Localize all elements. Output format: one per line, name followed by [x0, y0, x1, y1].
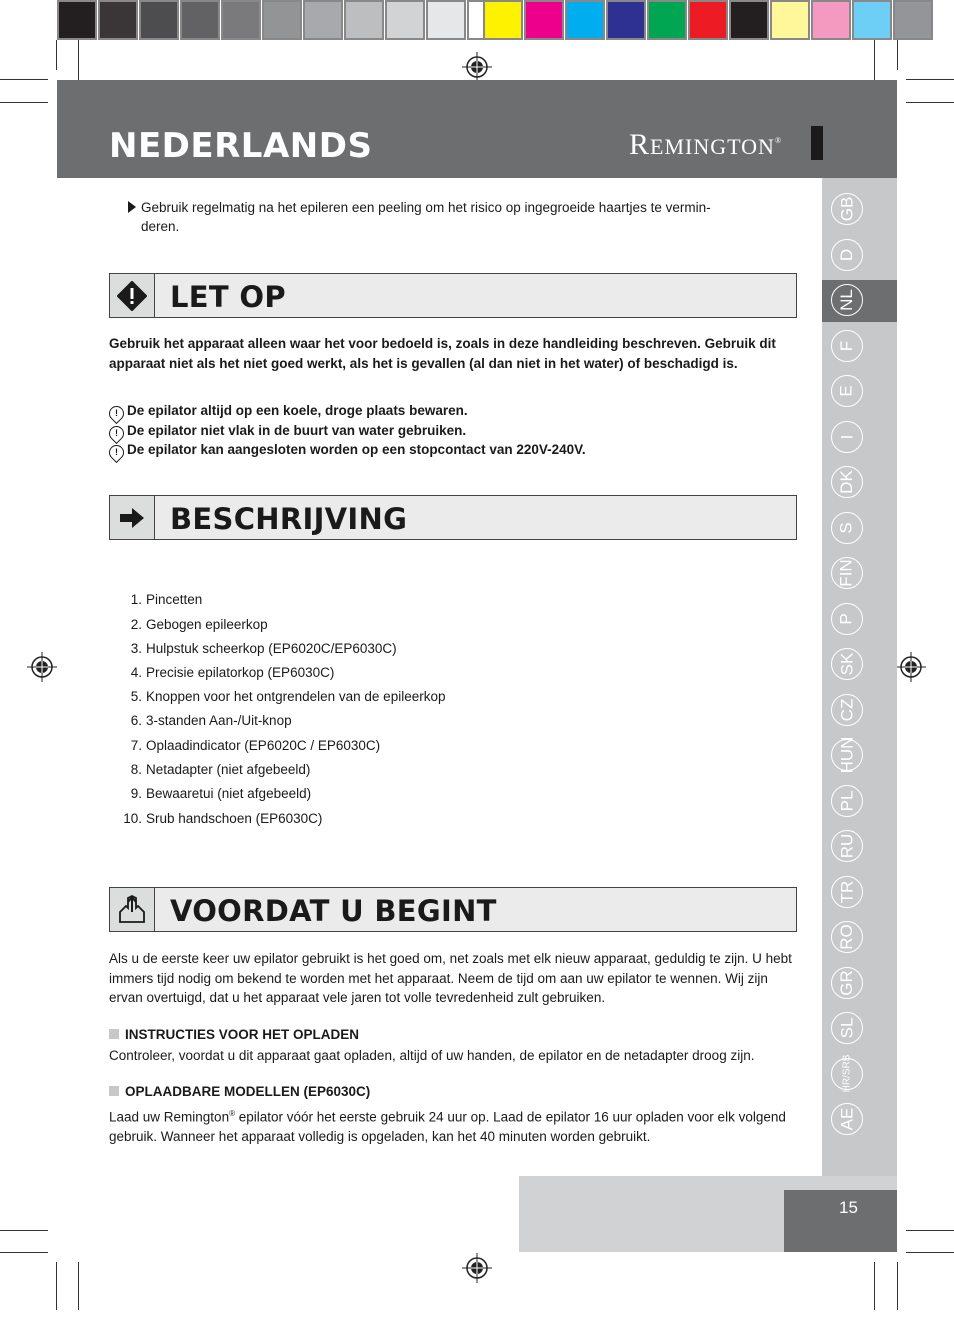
language-tab-ru[interactable]: RU: [831, 830, 863, 862]
subheading-oplaadbare: OPLAADBARE MODELLEN (EP6030C): [109, 1084, 370, 1099]
color-calibration-bar: [483, 0, 934, 40]
color-swatch: [770, 0, 810, 40]
subheading-instructies: INSTRUCTIES VOOR HET OPLADEN: [109, 1027, 359, 1042]
warning-icon: !: [106, 442, 127, 463]
language-tab-f[interactable]: F: [831, 330, 863, 362]
color-swatch: [893, 0, 933, 40]
color-swatch: [565, 0, 605, 40]
list-item: 1. Pincetten: [130, 592, 203, 607]
language-tab-ae[interactable]: AE: [831, 1103, 863, 1135]
section-title: LET OP: [170, 280, 286, 314]
list-item: 6. 3-standen Aan-/Uit-knop: [130, 713, 292, 728]
list-item: 8. Netadapter (niet afgebeeld): [130, 762, 311, 777]
gray-swatch: [57, 0, 97, 40]
instructies-text: Controleer, voordat u dit apparaat gaat opladen, altijd of uw handen, de epilator en de netadapter droog zijn.: [109, 1048, 755, 1063]
hand-up-icon: [110, 888, 155, 931]
list-item: 5. Knoppen voor het ontgrendelen van de epileerkop: [130, 689, 446, 704]
list-item: 9. Bewaaretui (niet afgebeeld): [130, 786, 312, 801]
gray-swatch: [303, 0, 343, 40]
gray-swatch: [385, 0, 425, 40]
warning-icon: !: [106, 423, 127, 444]
section-title: VOORDAT U BEGINT: [170, 894, 497, 928]
list-item: 10. Srub handschoen (EP6030C): [123, 811, 323, 826]
warning-icon: !: [106, 403, 127, 424]
registration-mark-bottom-icon: [462, 1253, 492, 1283]
warning-line: ! De epilator niet vlak in de buurt van water gebruiken.: [109, 423, 466, 441]
language-sidebar: [822, 178, 897, 1176]
language-tab-sk[interactable]: SK: [831, 648, 863, 680]
language-tab-p[interactable]: P: [831, 603, 863, 635]
language-tab-gb[interactable]: GB: [831, 193, 863, 225]
language-tab-hun[interactable]: HUN: [831, 739, 863, 771]
oplaadbare-text: Laad uw Remington® epilator vóór het eerste gebruik 24 uur op. Laad de epilator 16 uur opladen voor elk volgend gebruik. Wanneer het apparaat volledig is opgeladen, kan het 40 minuten worden gebruikt.: [109, 1109, 786, 1144]
color-swatch: [688, 0, 728, 40]
section-header-let-op: [109, 273, 797, 318]
page-title: NEDERLANDS: [109, 126, 373, 166]
list-item: 4. Precisie epilatorkop (EP6030C): [130, 665, 335, 680]
color-swatch: [729, 0, 769, 40]
color-swatch: [483, 0, 523, 40]
registration-mark-right-icon: [896, 652, 926, 682]
section-header-voordat-u-begint: [109, 887, 797, 932]
gray-swatch: [344, 0, 384, 40]
exclamation-icon: [110, 274, 155, 317]
language-tab-s[interactable]: S: [831, 512, 863, 544]
warning-line: ! De epilator kan aangesloten worden op een stopcontact van 220V-240V.: [109, 442, 586, 460]
intro-bullet: Gebruik regelmatig na het epileren een peeling om het risico op ingegroeide haartjes te vermin- deren.: [128, 198, 788, 236]
list-item: 7. Oplaadindicator (EP6020C / EP6030C): [130, 738, 381, 753]
remington-logo: REMINGTON®: [629, 128, 783, 161]
language-tab-fin[interactable]: FIN: [831, 557, 863, 589]
language-tab-hr-srb[interactable]: HR/SRB: [831, 1058, 863, 1090]
page-number: 15: [839, 1198, 858, 1217]
voordat-paragraph: Als u de eerste keer uw epilator gebruikt is het goed om, net zoals met elk nieuw apparaat, geduldig te zijn. U hebt immers tijd nodig om bekend te worden met het apparaat. Neem de tijd om aan uw epilator te wennen. Wij zijn ervan overtuigd, dat u het apparaat vele jaren tot volle tevredenheid zult gebruiken.: [109, 951, 792, 1005]
square-bullet-icon: [109, 1029, 119, 1039]
language-tab-e[interactable]: E: [831, 375, 863, 407]
language-tab-gr[interactable]: GR: [831, 967, 863, 999]
color-swatch: [852, 0, 892, 40]
registration-mark-left-icon: [27, 652, 57, 682]
section-header-beschrijving: [109, 495, 797, 540]
language-tab-i[interactable]: I: [831, 421, 863, 453]
language-tab-ro[interactable]: RO: [831, 921, 863, 953]
gray-swatch: [221, 0, 261, 40]
gray-swatch: [426, 0, 466, 40]
page-header: [57, 80, 897, 178]
logo-bar: [811, 126, 823, 160]
language-tab-pl[interactable]: PL: [831, 785, 863, 817]
color-swatch: [524, 0, 564, 40]
gray-swatch: [98, 0, 138, 40]
section-title: BESCHRIJVING: [170, 502, 408, 536]
gray-swatch: [180, 0, 220, 40]
gray-swatch: [262, 0, 302, 40]
color-swatch: [811, 0, 851, 40]
language-tab-dk[interactable]: DK: [831, 466, 863, 498]
color-swatch: [647, 0, 687, 40]
language-tab-sl[interactable]: SL: [831, 1012, 863, 1044]
triangle-bullet-icon: [128, 201, 136, 213]
square-bullet-icon: [109, 1086, 119, 1096]
language-tab-cz[interactable]: CZ: [831, 694, 863, 726]
arrow-right-icon: [110, 496, 155, 539]
language-tab-tr[interactable]: TR: [831, 876, 863, 908]
let-op-paragraph: Gebruik het apparaat alleen waar het voor bedoeld is, zoals in deze handleiding beschreven. Gebruik dit apparaat niet als het niet goed werkt, als het is gevallen (al dan niet in het water) of beschadigd is.: [109, 336, 776, 371]
color-swatch: [606, 0, 646, 40]
gray-calibration-bar: [57, 0, 508, 40]
list-item: 3. Hulpstuk scheerkop (EP6020C/EP6030C): [130, 641, 397, 656]
language-tab-d[interactable]: D: [831, 239, 863, 271]
registration-mark-top-icon: [462, 52, 492, 82]
gray-swatch: [139, 0, 179, 40]
language-tab-nl[interactable]: NL: [831, 284, 863, 316]
warning-line: ! De epilator altijd op een koele, droge plaats bewaren.: [109, 403, 468, 421]
list-item: 2. Gebogen epileerkop: [130, 617, 268, 632]
page-number-box: [784, 1190, 897, 1252]
